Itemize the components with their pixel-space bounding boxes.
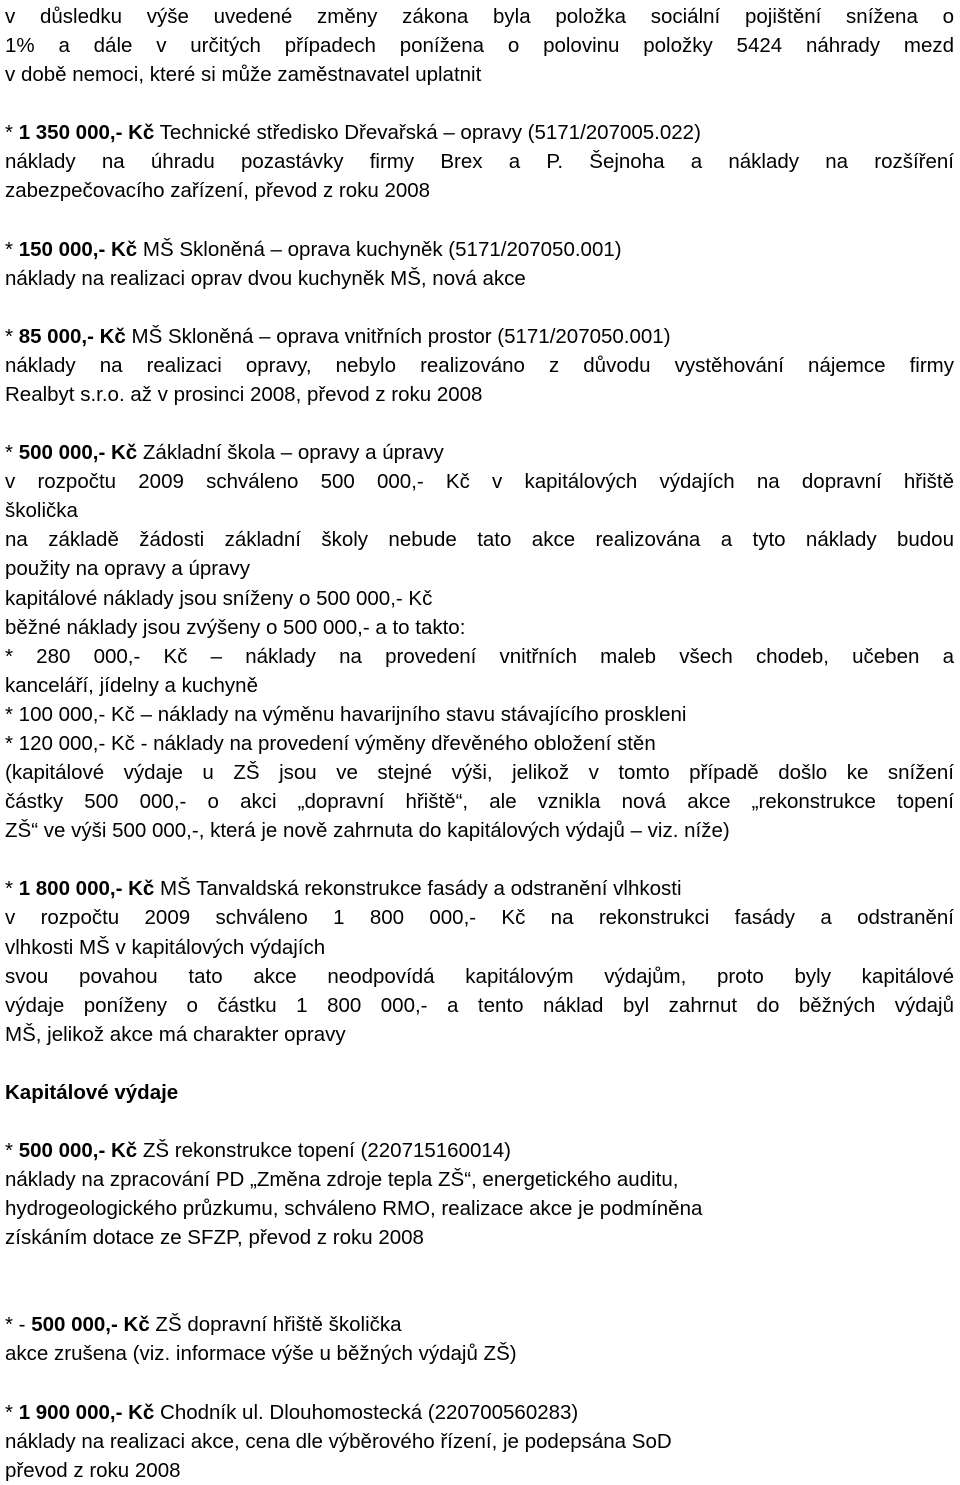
- item-title: MŠ Skloněná – oprava vnitřních prostor (5171/207050.001): [125, 324, 671, 348]
- text-line: akce zrušena (viz. informace výše u běžných výdajů ZŠ): [5, 1342, 517, 1366]
- text-line: (kapitálové výdaje u ZŠ jsou ve stejné výši, jelikož v tomto případě došlo ke snížení: [5, 761, 954, 785]
- text-line: v důsledku výše uvedené změny zákona byla položka sociální pojištění snížena o: [5, 5, 954, 28]
- item-zakladni-skola: [5, 438, 954, 845]
- text-line: v rozpočtu 2009 schváleno 1 800 000,- Kč na rekonstrukci fasády a odstranění: [5, 906, 954, 930]
- text-line: náklady na realizaci opravy, nebylo realizováno z důvodu vystěhování nájemce firmy: [5, 353, 954, 377]
- item-ms-sklonena-kuchynky: [5, 235, 954, 293]
- item-title-line: [5, 1398, 954, 1427]
- item-title: Základní škola – opravy a úpravy: [137, 441, 444, 465]
- item-ms-tanvaldska: [5, 874, 954, 1049]
- text-line: školička: [5, 499, 78, 523]
- text-line: zabezpečovacího zařízení, převod z roku 2008: [5, 179, 431, 203]
- text-line: * 280 000,- Kč – náklady na provedení vnitřních maleb všech chodeb, učeben a: [5, 644, 954, 668]
- bullet: *: [5, 1139, 19, 1162]
- text-line: výdaje poníženy o částku 1 800 000,- a tento náklad byl zahrnut do běžných výdajů: [5, 993, 954, 1017]
- text-line: MŠ, jelikož akce má charakter opravy: [5, 1022, 346, 1046]
- bullet: *: [5, 324, 19, 348]
- item-title: Chodník ul. Dlouhomostecká (220700560283): [154, 1400, 579, 1424]
- item-amount: 1 800 000,- Kč: [18, 877, 155, 901]
- bullet: *: [5, 237, 19, 261]
- text-line: náklady na realizaci akce, cena dle výběrového řízení, je podepsána SoD: [5, 1429, 672, 1453]
- text-line: částky 500 000,- o akci „dopravní hřiště“, ale vznikla nová akce „rekonstrukce topení: [5, 790, 954, 814]
- bullet: *: [5, 121, 19, 145]
- item-amount: 85 000,- Kč: [18, 324, 126, 348]
- text-line: náklady na úhradu pozastávky firmy Brex a P. Šejnoha a náklady na rozšíření: [5, 150, 954, 174]
- item-amount: 150 000,- Kč: [18, 237, 138, 261]
- text-line: náklady na realizaci oprav dvou kuchyněk MŠ, nová akce: [5, 266, 526, 290]
- section-heading-block: [5, 1078, 954, 1107]
- item-title-line: [5, 118, 954, 147]
- item-technicke-stredisko: [5, 118, 954, 205]
- cap-item-zs-topeni: [5, 1136, 954, 1252]
- text-line: převod z roku 2008: [5, 1458, 181, 1482]
- item-amount: 500 000,- Kč: [31, 1313, 150, 1337]
- item-title: MŠ Tanvaldská rekonstrukce fasády a odstranění vlhkosti: [154, 877, 682, 901]
- text-line: Realbyt s.r.o. až v prosinci 2008, převod z roku 2008: [5, 382, 483, 406]
- intro-paragraph: [5, 2, 954, 89]
- text-line: 1% a dále v určitých případech ponížena o polovinu položky 5424 náhrady mezd: [5, 34, 954, 58]
- bullet: * -: [5, 1313, 32, 1337]
- item-title-line: [5, 322, 954, 351]
- item-title: MŠ Skloněná – oprava kuchyněk (5171/207050.001): [137, 237, 622, 261]
- item-title-line: [5, 1136, 954, 1165]
- section-heading: Kapitálové výdaje: [5, 1080, 179, 1104]
- item-amount: 500 000,- Kč: [18, 1139, 138, 1162]
- bullet: *: [5, 1400, 19, 1424]
- item-title-line: [5, 235, 954, 264]
- cap-item-chodnik: [5, 1398, 954, 1485]
- text-line: běžné náklady jsou zvýšeny o 500 000,- a to takto:: [5, 615, 466, 639]
- text-line: ZŠ“ ve výši 500 000,-, která je nově zahrnuta do kapitálových výdajů – viz. níže): [5, 819, 730, 843]
- text-line: v době nemoci, které si může zaměstnavatel uplatnit: [5, 63, 482, 87]
- item-title-line: [5, 874, 954, 903]
- text-line: svou povahou tato akce neodpovídá kapitálovým výdajům, proto byly kapitálové: [5, 964, 954, 988]
- text-line: na základě žádosti základní školy nebude tato akce realizována a tyto náklady budou: [5, 528, 954, 552]
- text-line: náklady na zpracování PD „Změna zdroje tepla ZŠ“, energetického auditu,: [5, 1168, 679, 1192]
- text-line: kapitálové náklady jsou sníženy o 500 000,- Kč: [5, 586, 433, 610]
- item-title-line: [5, 438, 954, 467]
- text-line: hydrogeologického průzkumu, schváleno RMO, realizace akce je podmíněna: [5, 1197, 703, 1221]
- cap-item-zs-hriste: [5, 1310, 954, 1368]
- item-title-line: [5, 1310, 954, 1339]
- bullet: *: [5, 877, 19, 901]
- item-ms-sklonena-vnitrni: [5, 322, 954, 409]
- text-line: získáním dotace ze SFZP, převod z roku 2008: [5, 1226, 424, 1250]
- text-line: vlhkosti MŠ v kapitálových výdajích: [5, 935, 326, 959]
- item-title: ZŠ rekonstrukce topení (220715160014): [137, 1139, 512, 1162]
- text-line: * 100 000,- Kč – náklady na výměnu havarijního stavu stávajícího proskleni: [5, 702, 687, 726]
- text-line: * 120 000,- Kč - náklady na provedení výměny dřevěného obložení stěn: [5, 731, 656, 755]
- text-line: použity na opravy a úpravy: [5, 557, 250, 581]
- item-amount: 1 900 000,- Kč: [18, 1400, 155, 1424]
- item-title: Technické středisko Dřevařská – opravy (5171/207005.022): [154, 121, 701, 145]
- text-line: v rozpočtu 2009 schváleno 500 000,- Kč v kapitálových výdajích na dopravní hřiště: [5, 470, 954, 494]
- bullet: *: [5, 441, 19, 465]
- item-amount: 1 350 000,- Kč: [18, 121, 155, 145]
- item-title: ZŠ dopravní hřiště školička: [149, 1313, 402, 1337]
- item-amount: 500 000,- Kč: [18, 441, 138, 465]
- text-line: kanceláří, jídelny a kuchyně: [5, 673, 258, 697]
